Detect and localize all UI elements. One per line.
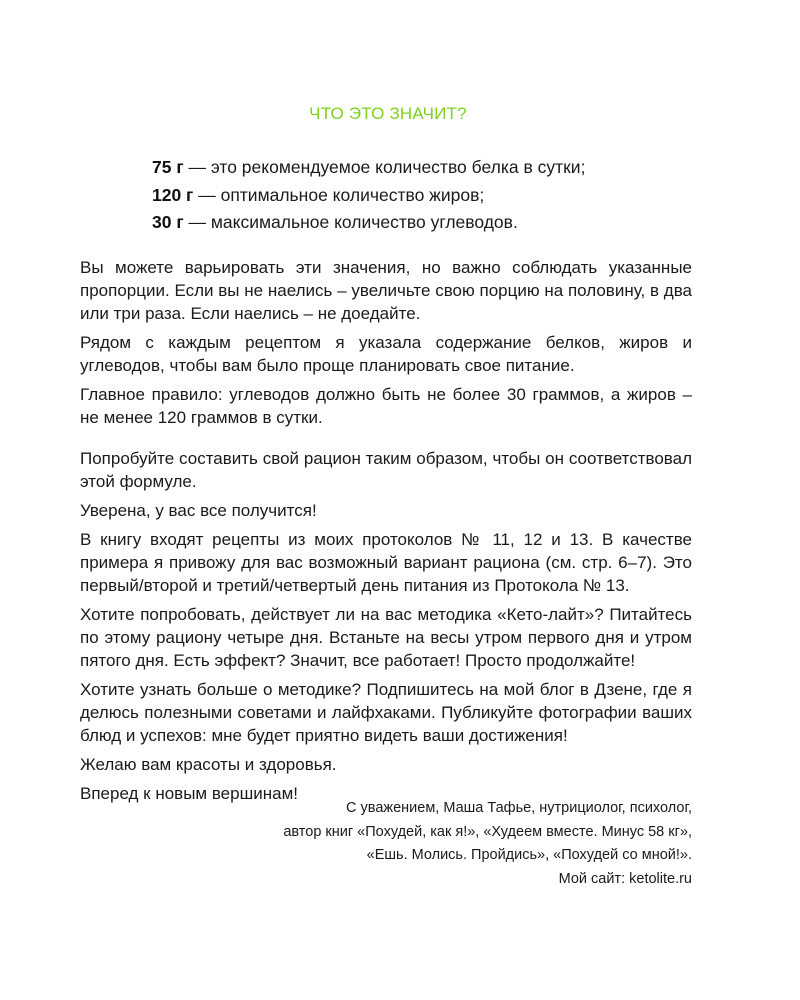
- fat-amount: 120 г: [152, 184, 194, 205]
- paragraph-formula: Попробуйте составить свой рацион таким образом, чтобы он соответствовал этой формуле.: [80, 449, 692, 491]
- nutrient-item-protein: [152, 157, 712, 177]
- paragraph-encouragement: Уверена, у вас все получится!: [80, 501, 317, 520]
- signature-line-2: автор книг «Похудей, как я!», «Худеем вместе. Минус 58 кг»,: [283, 823, 692, 840]
- fat-description: — оптимальное количество жиров;: [193, 184, 485, 205]
- signature-website: Мой сайт: ketolite.ru: [558, 870, 692, 887]
- nutrient-list: [152, 157, 712, 240]
- carbs-description: — максимальное количество углеводов.: [183, 212, 518, 232]
- body-text: [80, 256, 692, 811]
- carbs-amount: 30 г: [152, 212, 184, 232]
- paragraph-main-rule: Главное правило: углеводов должно быть не более 30 граммов, а жиров – не менее 120 граммов в сутки.: [80, 385, 692, 427]
- protein-description: — это рекомендуемое количество белка в сутки;: [183, 157, 586, 177]
- paragraph-try-method: Хотите попробовать, действует ли на вас методика «Кето-лайт»? Питайтесь по этому рациону четыре дня. Встаньте на весы утром первого дня и утром пятого дня. Есть эффект? Значит, все работает! Просто продолжайте!: [80, 605, 692, 670]
- signature-line-3: «Ешь. Молись. Пройдись», «Похудей со мной!».: [366, 847, 692, 863]
- section-heading: ЧТО ЭТО ЗНАЧИТ?: [309, 104, 467, 123]
- paragraph-recipe-macros: Рядом с каждым рецептом я указала содержание белков, жиров и углеводов, чтобы вам было проще планировать свое питание.: [80, 333, 692, 375]
- signature-line-1: С уважением, Маша Тафье, нутрициолог, психолог,: [346, 800, 692, 816]
- paragraph-blog: Хотите узнать больше о методике? Подпишитесь на мой блог в Дзене, где я делюсь полезными советами и лайфхаками. Публикуйте фотографии ваших блюд и успехов: мне будет приятно видеть ваши достижения!: [80, 680, 692, 745]
- paragraph-onward: Вперед к новым вершинам!: [80, 784, 298, 803]
- paragraph-protocols: В книгу входят рецепты из моих протоколов № 11, 12 и 13. В качестве примера я привожу для вас возможный вариант рациона (см. стр. 6–7). Это первый/второй и третий/четвертый день питания из Протокола № 13.: [80, 530, 692, 595]
- protein-amount: 75 г: [152, 157, 184, 177]
- paragraph-wishes: Желаю вам красоты и здоровья.: [80, 755, 337, 774]
- nutrient-item-fat: [152, 185, 712, 205]
- paragraph-proportions: Вы можете варьировать эти значения, но важно соблюдать указанные пропорции. Если вы не наелись – увеличьте свою порцию на половину, в два или три раза. Если наелись – не доедайте.: [80, 258, 692, 323]
- author-signature: [132, 797, 692, 891]
- nutrient-item-carbs: [152, 212, 712, 232]
